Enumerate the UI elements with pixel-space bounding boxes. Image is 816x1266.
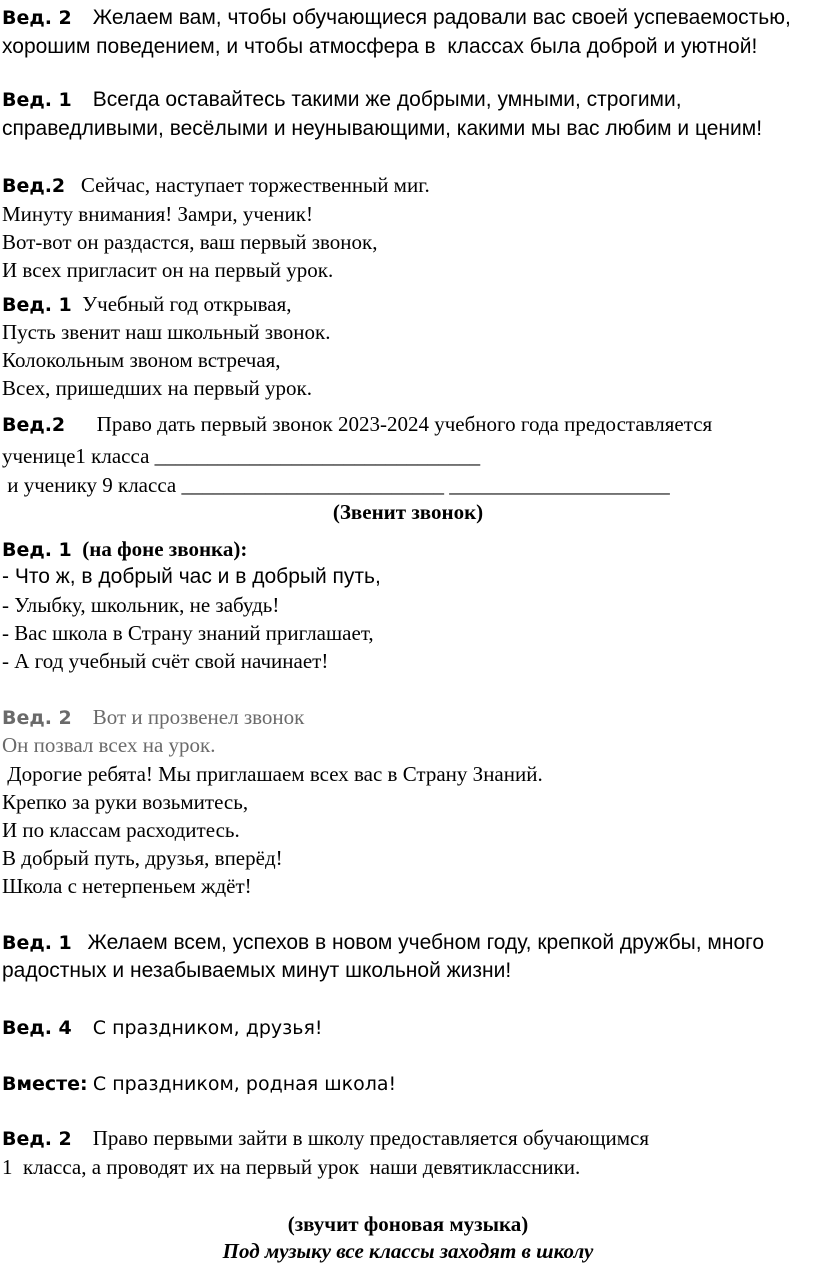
speech-line: - Что ж, в добрый час и в добрый путь, xyxy=(2,565,381,588)
speech-line: Вед. 2 Право первыми зайти в школу предоставляется обучающимся xyxy=(2,1126,650,1150)
speech-line: Вед.2 Сейчас, наступает торжественный миг. xyxy=(2,173,430,197)
speech-line: Вед. 1 Желаем всем, успехов в новом учебном году, крепкой дружбы, много xyxy=(2,931,765,954)
speech-line: - Вас школа в Страну знаний приглашает, xyxy=(2,621,374,645)
speaker-label: Вед. 2 xyxy=(2,707,72,729)
stage-direction: (звучит фоновая музыка) xyxy=(287,1212,529,1236)
speech-line: Вот-вот он раздастся, ваш первый звонок, xyxy=(2,230,378,254)
speech-line: Вед. 2 Желаем вам, чтобы обучающиеся радовали вас своей успеваемостью, xyxy=(2,6,791,29)
speech-line: Дорогие ребята! Мы приглашаем всех вас в Страну Знаний. xyxy=(2,762,543,786)
stage-direction: Под музыку все классы заходят в школу xyxy=(222,1239,594,1263)
speech-line: Колокольным звоном встречая, xyxy=(2,348,281,372)
speaker-label: Вед.2 xyxy=(2,175,66,197)
speech-line: ученице1 класса _______________________________ xyxy=(2,444,481,468)
speech-line: Школа с нетерпеньем ждёт! xyxy=(2,874,252,898)
speaker-label: Вместе: xyxy=(2,1073,88,1095)
speaker-label: Вед. 4 xyxy=(2,1017,72,1039)
speaker-label: Вед. 1 xyxy=(2,932,72,954)
speech-line xyxy=(2,536,247,563)
speaker-label: Вед. 2 xyxy=(2,7,72,29)
speech-line: Всех, пришедших на первый урок. xyxy=(2,376,312,400)
speech-line: хорошим поведением, и чтобы атмосфера в классах была доброй и уютной! xyxy=(2,35,758,58)
speech-line: Он позвал всех на урок. xyxy=(2,733,216,757)
speech-line: Вед. 1 Всегда оставайтесь такими же добрыми, умными, строгими, xyxy=(2,88,682,111)
speech-line: Крепко за руки возьмитесь, xyxy=(2,790,249,814)
speech-line: справедливыми, весёлыми и неунывающими, какими мы вас любим и ценим! xyxy=(2,117,763,140)
speech-line: - Улыбку, школьник, не забудь! xyxy=(2,593,280,617)
speech-line: Пусть звенит наш школьный звонок. xyxy=(2,320,331,344)
speech-line: Вед.2 Право дать первый звонок 2023-2024 учебного года предоставляется xyxy=(2,412,713,436)
speaker-label: Вед. 2 xyxy=(2,1128,72,1150)
speech-line: Вместе: С праздником, родная школа! xyxy=(2,1073,397,1095)
speaker-label: Вед. 1 xyxy=(2,89,72,111)
stage-direction: (Звенит звонок) xyxy=(332,500,484,524)
speech-line: И всех пригласит он на первый урок. xyxy=(2,258,334,282)
speech-line: Вед. 2 Вот и прозвенел звонок xyxy=(2,705,305,729)
speech-line: 1 класса, а проводят их на первый урок наши девятиклассники. xyxy=(2,1155,581,1179)
speech-line: Минуту внимания! Замри, ученик! xyxy=(2,202,313,226)
speaker-note: (на фоне звонка): xyxy=(82,537,248,561)
speech-line: - А год учебный счёт свой начинает! xyxy=(2,649,329,673)
speaker-label: Вед.2 xyxy=(2,414,66,436)
speech-line: И по классам расходитесь. xyxy=(2,818,240,842)
speech-line: радостных и незабываемых минут школьной жизни! xyxy=(2,959,512,982)
speech-line: Вед. 4 С праздником, друзья! xyxy=(2,1017,323,1039)
speech-line: и ученику 9 класса _________________________ _____________________ xyxy=(2,473,670,497)
speaker-label: Вед. 1 xyxy=(2,294,72,316)
speech-line: Вед. 1 Учебный год открывая, xyxy=(2,292,292,316)
speech-line: В добрый путь, друзья, вперёд! xyxy=(2,846,283,870)
speaker-label: Вед. 1 xyxy=(2,539,72,561)
